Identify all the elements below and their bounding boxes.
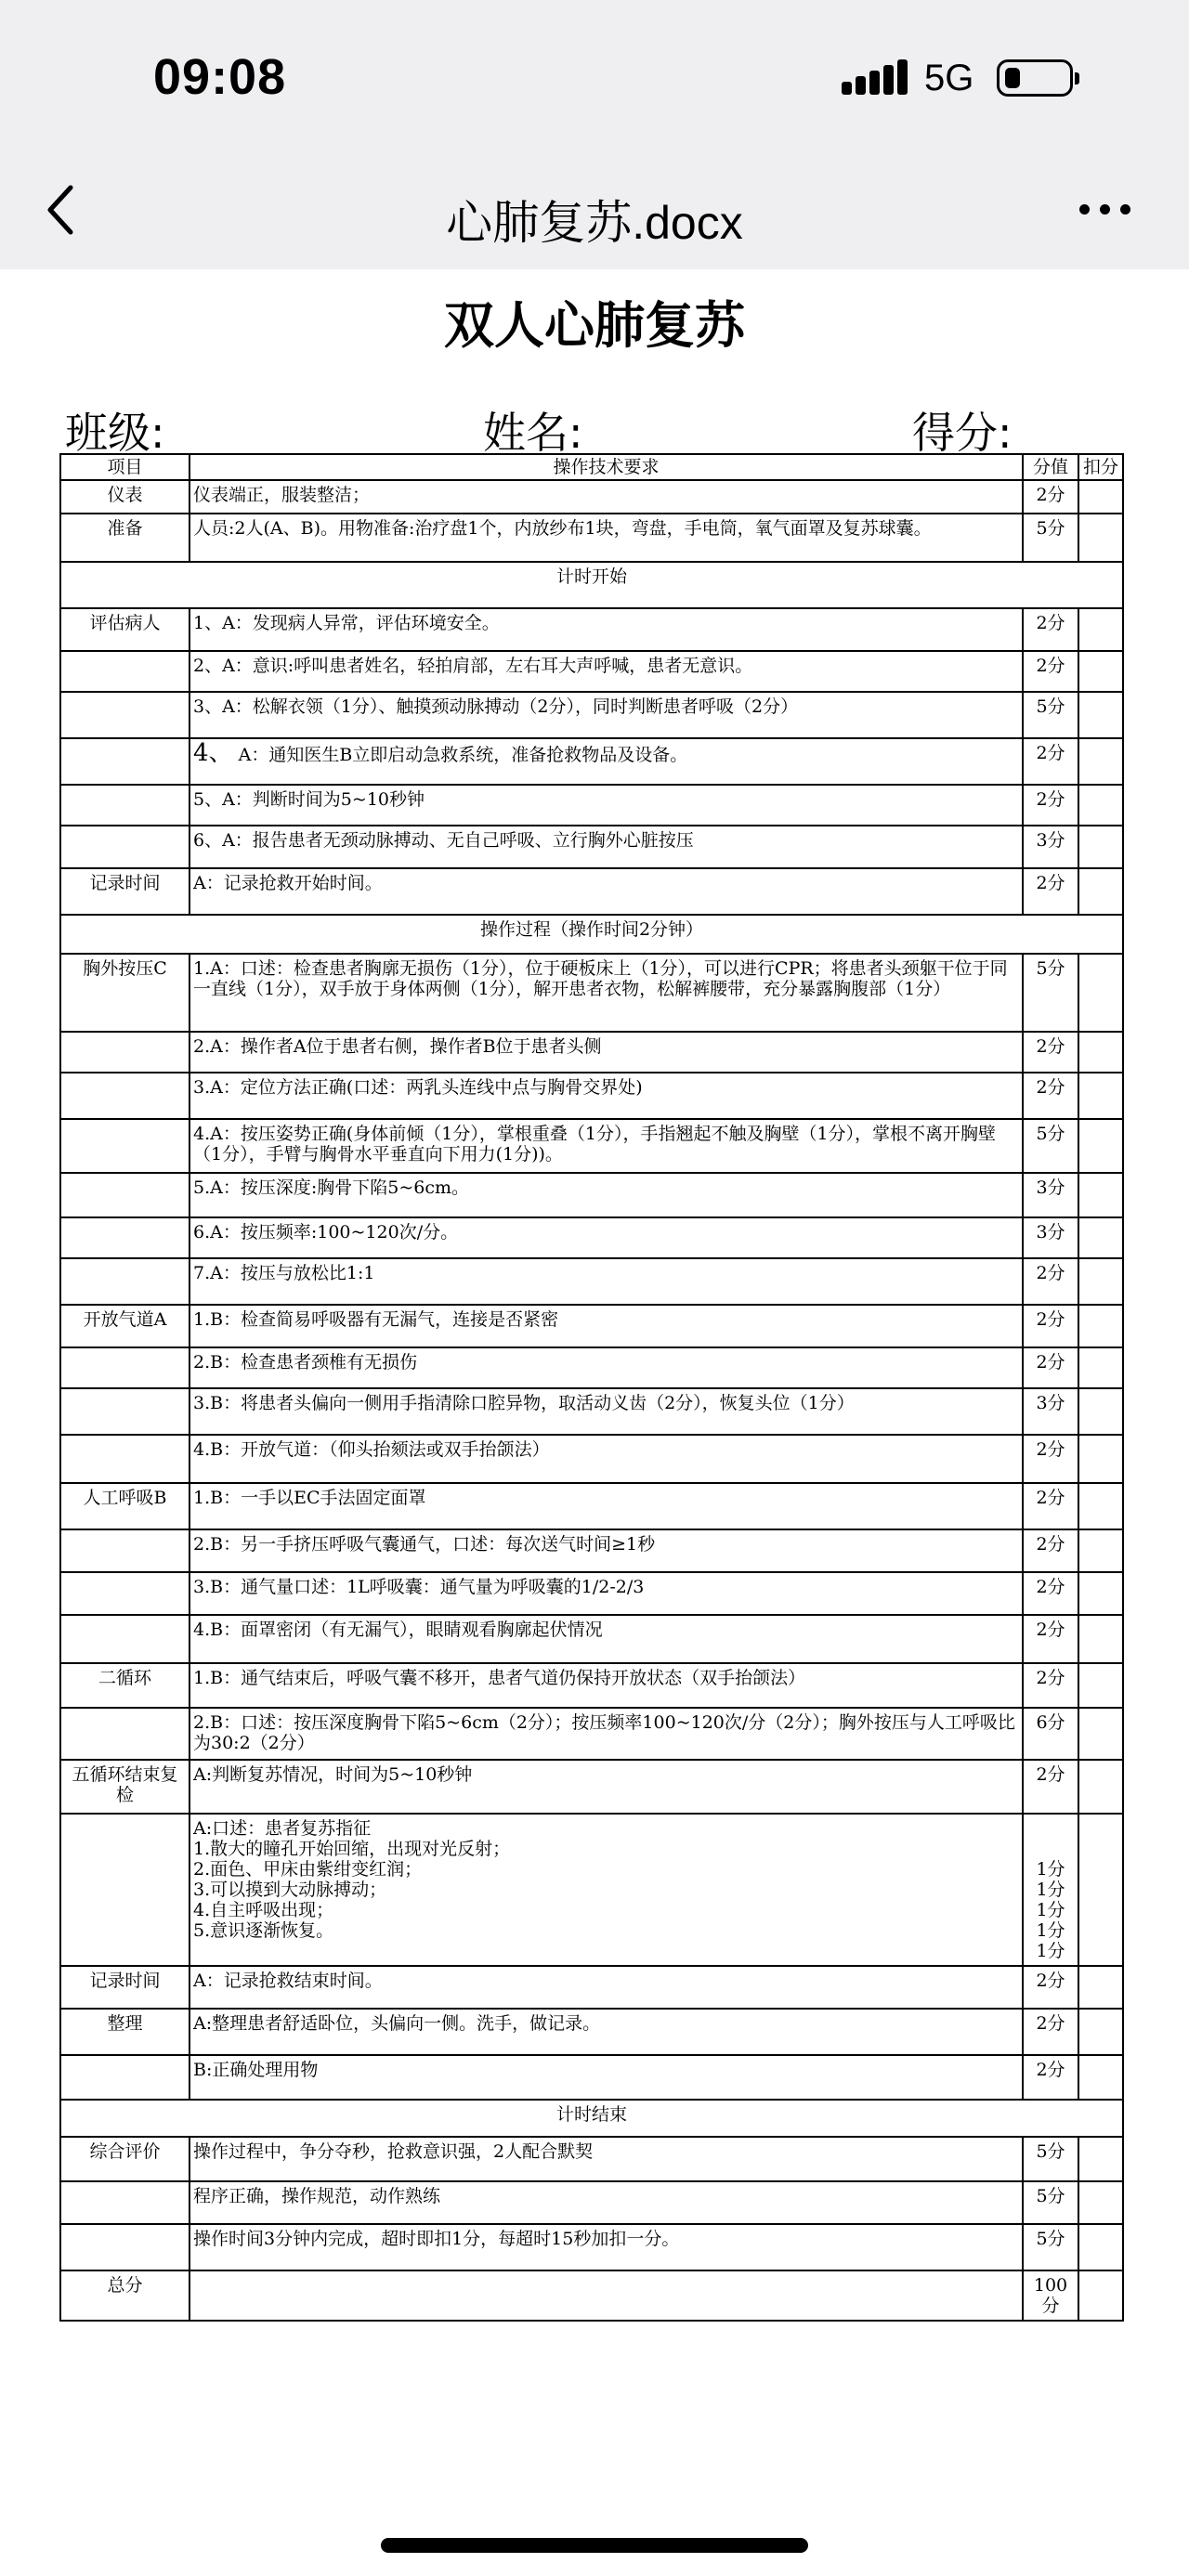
requirement-cell [189,514,1023,562]
requirement-line: 3.可以摸到大动脉搏动； [193,1880,387,1900]
table-row [60,692,1123,738]
table-row [60,1663,1123,1708]
item-cell: 记录时间 [60,1966,189,2009]
item-cell [60,1814,189,1966]
deduct-cell[interactable] [1078,868,1123,915]
score-cell: 2分 [1023,480,1078,514]
requirement-text: 1.B：通气结束后，呼吸气囊不移开，患者气道仍保持开放状态（双手抬颌法） [193,1668,806,1688]
deduct-cell[interactable] [1078,651,1123,692]
table-row [60,514,1123,562]
deduct-cell[interactable] [1078,2055,1123,2100]
requirement-text: 4.B：面罩密闭（有无漏气），眼睛观看胸廓起伏情况 [193,1620,603,1640]
table-row [60,2137,1123,2181]
score-cell: 100分 [1023,2270,1078,2321]
deduct-cell[interactable] [1078,1708,1123,1760]
table-row [60,1217,1123,1258]
requirement-text: 3.B：通气量口述：1L呼吸囊：通气量为呼吸囊的1/2-2/3 [193,1577,645,1597]
score-cell: 2分 [1023,1483,1078,1529]
signal-icon [842,58,907,95]
score-cell: 2分 [1023,785,1078,826]
score-cell: 5分 [1023,2181,1078,2224]
item-cell [60,2055,189,2100]
item-cell [60,1529,189,1572]
section-header: 操作过程（操作时间2分钟） [60,915,1123,954]
requirement-cell [189,2009,1023,2055]
table-row [60,608,1123,651]
table-row [60,1572,1123,1615]
table-row [60,1032,1123,1073]
item-cell [60,1073,189,1119]
deduct-cell[interactable] [1078,1032,1123,1073]
item-cell [60,826,189,868]
item-cell: 仪表 [60,480,189,514]
score-line: 1分 [1036,1900,1065,1920]
requirement-cell [189,1814,1023,1966]
item-cell [60,1119,189,1173]
score-cell: 5分 [1023,2224,1078,2270]
table-body [60,480,1123,2321]
requirement-text: 2.B：检查患者颈椎有无损伤 [193,1352,418,1373]
requirement-text: 操作过程中，争分夺秒，抢救意识强，2人配合默契 [193,2141,594,2162]
scoring-table [59,453,1124,2322]
requirement-cell [189,1305,1023,1347]
requirement-text: 程序正确，操作规范，动作熟练 [193,2186,441,2206]
requirement-cell [189,1119,1023,1173]
requirement-cell [189,954,1023,1032]
table-row [60,1173,1123,1217]
requirement-text: 3、A：松解衣领（1分）、触摸颈动脉搏动（2分），同时判断患者呼吸（2分） [193,696,799,717]
nav-bar [0,149,1189,269]
score-line: 1分 [1036,1880,1065,1900]
section-header: 计时结束 [60,2100,1123,2137]
header-item: 项目 [60,454,189,480]
requirement-text: A：通知医生B立即启动急救系统，准备抢救物品及设备。 [238,745,688,765]
requirement-cell [189,651,1023,692]
status-time: 09:08 [153,49,287,105]
item-cell: 准备 [60,514,189,562]
table-row [60,954,1123,1032]
table-row [60,868,1123,915]
deduct-cell[interactable] [1078,480,1123,514]
table-row [60,826,1123,868]
item-cell: 综合评价 [60,2137,189,2181]
deduct-cell[interactable] [1078,608,1123,651]
deduct-cell[interactable] [1078,1435,1123,1483]
requirement-cell [189,1708,1023,1760]
requirement-text: 6、A：报告患者无颈动脉搏动、无自己呼吸、立行胸外心脏按压 [193,830,694,851]
requirement-cell [189,1073,1023,1119]
score-cell: 2分 [1023,1572,1078,1615]
table-row [60,1435,1123,1483]
item-cell: 开放气道A [60,1305,189,1347]
table-row [60,2224,1123,2270]
table-row [60,1347,1123,1388]
requirement-text: A：记录抢救开始时间。 [193,873,383,893]
requirement-text: 2、A：意识:呼叫患者姓名，轻拍肩部，左右耳大声呼喊，患者无意识。 [193,656,753,676]
table-row [60,1708,1123,1760]
table-row [60,2270,1123,2321]
item-cell [60,1708,189,1760]
deduct-cell[interactable] [1078,1760,1123,1814]
requirement-cell [189,1760,1023,1814]
requirement-text: A:判断复苏情况，时间为5~10秒钟 [193,1764,473,1785]
deduct-cell[interactable] [1078,2181,1123,2224]
table-row [60,1388,1123,1435]
requirement-text: 4.B：开放气道：（仰头抬颏法或双手抬颌法） [193,1439,550,1460]
score-cell: 2分 [1023,1258,1078,1305]
table-row [60,2009,1123,2055]
score-cell: 3分 [1023,1388,1078,1435]
header-requirement: 操作技术要求 [189,454,1023,480]
requirement-cell [189,608,1023,651]
deduct-cell[interactable] [1078,1483,1123,1529]
score-label: 得分: [912,408,1013,458]
item-cell [60,1032,189,1073]
score-cell: 6分 [1023,1708,1078,1760]
requirement-line: A:口述：患者复苏指征 [193,1818,372,1839]
requirement-cell [189,2137,1023,2181]
deduct-cell[interactable] [1078,1529,1123,1572]
item-cell: 人工呼吸B [60,1483,189,1529]
deduct-cell[interactable] [1078,1572,1123,1615]
score-cell: 2分 [1023,1966,1078,2009]
item-cell: 记录时间 [60,868,189,915]
requirement-cell [189,1435,1023,1483]
score-cell: 5分 [1023,2137,1078,2181]
table-row [60,2055,1123,2100]
table-row [60,562,1123,608]
score-cell [1023,1814,1078,1966]
score-cell: 2分 [1023,1347,1078,1388]
item-cell [60,1615,189,1663]
item-cell [60,1435,189,1483]
score-cell: 5分 [1023,514,1078,562]
requirement-cell [189,1032,1023,1073]
item-cell [60,1173,189,1217]
requirement-text: 6.A：按压频率:100~120次/分。 [193,1222,459,1242]
requirement-cell [189,785,1023,826]
requirement-text: 5.A：按压深度:胸骨下陷5~6cm。 [193,1177,470,1198]
requirement-cell [189,1347,1023,1388]
requirement-cell [189,1173,1023,1217]
requirement-text: 1.A：口述：检查患者胸廓无损伤（1分），位于硬板床上（1分），可以进行CPR；将患者头颈躯干位于同一直线（1分），双手放于身体两侧（1分），解开患者衣物，松解裤腰带，充分暴露胸腹部（1分） [193,958,1008,999]
table-row [60,738,1123,785]
table-row [60,785,1123,826]
score-cell: 2分 [1023,1435,1078,1483]
deduct-cell[interactable] [1078,1966,1123,2009]
nav-title: 心肺复苏.docx [446,197,743,249]
score-cell: 3分 [1023,1217,1078,1258]
deduct-cell[interactable] [1078,785,1123,826]
deduct-cell[interactable] [1078,1814,1123,1966]
requirement-text: 2.A：操作者A位于患者右侧，操作者B位于患者头侧 [193,1036,602,1057]
deduct-cell[interactable] [1078,1305,1123,1347]
requirement-line: 2.面色、甲床由紫绀变红润； [193,1859,423,1880]
requirement-text: 4.A：按压姿势正确(身体前倾（1分），掌根重叠（1分），手指翘起不触及胸壁（1分），掌根不离开胸壁（1分），手臂与胸骨水平垂直向下用力(1分))。 [193,1124,997,1164]
more-dots-icon[interactable] [1079,204,1135,215]
score-cell: 2分 [1023,1615,1078,1663]
requirement-text: 2.B：另一手挤压呼吸气囊通气，口述：每次送气时间≥1秒 [193,1534,656,1555]
requirement-cell [189,2181,1023,2224]
requirement-text: 1.B：检查简易呼吸器有无漏气，连接是否紧密 [193,1309,559,1330]
deduct-cell[interactable] [1078,514,1123,562]
score-cell: 2分 [1023,1529,1078,1572]
requirement-text: 3.A：定位方法正确(口述：两乳头连线中点与胸骨交界处) [193,1077,643,1098]
requirement-cell [189,1388,1023,1435]
item-cell: 评估病人 [60,608,189,651]
requirement-text: A：记录抢救结束时间。 [193,1971,383,1991]
requirement-number: 4、 [193,739,233,767]
table-row [60,1483,1123,1529]
item-cell: 五循环结束复检 [60,1760,189,1814]
score-cell: 2分 [1023,2055,1078,2100]
score-cell: 2分 [1023,1073,1078,1119]
requirement-cell [189,1615,1023,1663]
score-line: 1分 [1036,1859,1065,1880]
item-cell [60,1347,189,1388]
deduct-cell[interactable] [1078,1258,1123,1305]
requirement-cell [189,1572,1023,1615]
table-row [60,1119,1123,1173]
score-cell: 3分 [1023,1173,1078,1217]
deduct-cell[interactable] [1078,2009,1123,2055]
score-cell: 2分 [1023,1760,1078,1814]
deduct-cell[interactable] [1078,1347,1123,1388]
score-cell: 2分 [1023,608,1078,651]
table-row [60,480,1123,514]
item-cell [60,1388,189,1435]
table-row [60,915,1123,954]
table-row [60,1814,1123,1966]
score-line: 1分 [1036,1941,1065,1961]
requirement-cell [189,2270,1023,2321]
deduct-cell[interactable] [1078,1119,1123,1173]
item-cell: 总分 [60,2270,189,2321]
score-cell: 3分 [1023,826,1078,868]
header-deduct: 扣分 [1078,454,1123,480]
table-row [60,1760,1123,1814]
requirement-cell [189,1966,1023,2009]
table-row [60,1305,1123,1347]
deduct-cell[interactable] [1078,738,1123,785]
name-label: 姓名: [483,408,583,458]
deduct-cell[interactable] [1078,954,1123,1032]
status-bar [0,0,1189,149]
requirement-text: 2.B：口述：按压深度胸骨下陷5~6cm（2分）；按压频率100~120次/分（2分）；胸外按压与人工呼吸比为30:2（2分） [193,1712,1015,1753]
requirement-cell [189,1483,1023,1529]
table-row [60,1529,1123,1572]
requirement-text: 1、A：发现病人异常，评估环境安全。 [193,613,500,633]
deduct-cell[interactable] [1078,2270,1123,2321]
score-line: 1分 [1036,1920,1065,1941]
score-cell: 2分 [1023,738,1078,785]
item-cell [60,651,189,692]
table-row [60,2100,1123,2137]
item-cell [60,1258,189,1305]
deduct-cell[interactable] [1078,692,1123,738]
requirement-line: 1.散大的瞳孔开始回缩，出现对光反射； [193,1839,511,1859]
requirement-cell [189,868,1023,915]
deduct-cell[interactable] [1078,1217,1123,1258]
item-cell [60,1217,189,1258]
table-row [60,1258,1123,1305]
score-cell: 2分 [1023,1305,1078,1347]
score-cell: 2分 [1023,868,1078,915]
requirement-text: 5、A：判断时间为5~10秒钟 [193,789,425,810]
document-title: 双人心肺复苏 [444,296,745,355]
table-row [60,2181,1123,2224]
header-score: 分值 [1023,454,1078,480]
section-header: 计时开始 [60,562,1123,608]
network-label: 5G [924,58,974,98]
deduct-cell[interactable] [1078,1388,1123,1435]
requirement-text: 操作时间3分钟内完成，超时即扣1分，每超时15秒加扣一分。 [193,2229,680,2249]
item-cell [60,738,189,785]
requirement-cell [189,2224,1023,2270]
score-cell: 2分 [1023,2009,1078,2055]
requirement-cell [189,826,1023,868]
item-cell [60,2224,189,2270]
deduct-cell[interactable] [1078,2224,1123,2270]
deduct-cell[interactable] [1078,1073,1123,1119]
requirement-cell [189,1258,1023,1305]
requirement-cell [189,1663,1023,1708]
item-cell [60,1572,189,1615]
score-cell: 2分 [1023,1032,1078,1073]
requirement-text: 7.A：按压与放松比1:1 [193,1263,375,1283]
deduct-cell[interactable] [1078,1173,1123,1217]
item-cell: 整理 [60,2009,189,2055]
requirement-cell [189,738,1023,785]
score-cell: 5分 [1023,692,1078,738]
requirement-text: A:整理患者舒适卧位，头偏向一侧。洗手，做记录。 [193,2013,601,2034]
requirement-line: 5.意识逐渐恢复。 [193,1920,334,1941]
deduct-cell[interactable] [1078,1615,1123,1663]
requirement-cell [189,692,1023,738]
requirement-cell [189,1529,1023,1572]
home-indicator[interactable] [381,2538,808,2553]
score-cell: 5分 [1023,1119,1078,1173]
item-cell [60,692,189,738]
score-cell: 2分 [1023,1663,1078,1708]
battery-low-icon [997,59,1073,97]
requirement-text: 人员:2人(A、B)。用物准备:治疗盘1个，内放纱布1块，弯盘，手电筒，氧气面罩及复苏球囊。 [193,518,932,539]
deduct-cell[interactable] [1078,826,1123,868]
table-row [60,1615,1123,1663]
requirement-line: 4.自主呼吸出现； [193,1900,334,1920]
requirement-cell [189,1217,1023,1258]
item-cell: 胸外按压C [60,954,189,1032]
item-cell: 二循环 [60,1663,189,1708]
item-cell [60,2181,189,2224]
table-row [60,1966,1123,2009]
requirement-text: B:正确处理用物 [193,2060,319,2080]
requirement-cell [189,2055,1023,2100]
item-cell [60,785,189,826]
table-row [60,1073,1123,1119]
requirement-cell [189,480,1023,514]
requirement-text: 3.B：将患者头偏向一侧用手指清除口腔异物，取活动义齿（2分），恢复头位（1分） [193,1393,855,1413]
requirement-text: 1.B：一手以EC手法固定面罩 [193,1488,426,1508]
score-cell: 2分 [1023,651,1078,692]
deduct-cell[interactable] [1078,2137,1123,2181]
deduct-cell[interactable] [1078,1663,1123,1708]
requirement-text: 仪表端正，服装整洁； [193,485,371,505]
score-cell: 5分 [1023,954,1078,1032]
table-row [60,651,1123,692]
class-label: 班级: [65,408,165,458]
